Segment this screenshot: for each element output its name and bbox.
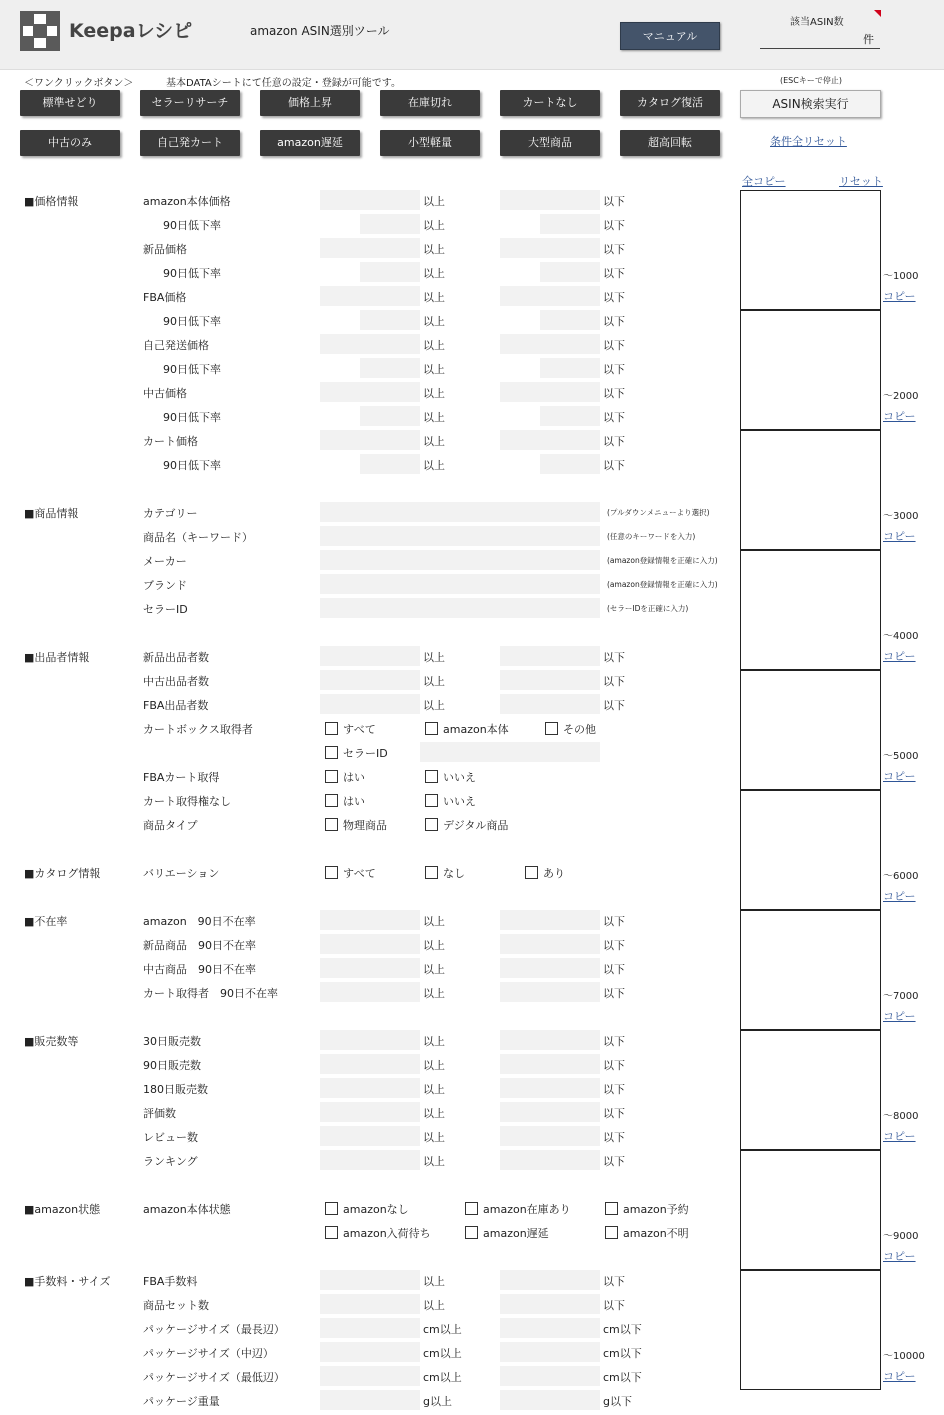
size-middle-min-input[interactable]: [320, 1342, 420, 1362]
label-sales-90d: 90日販売数: [143, 1059, 201, 1072]
label-sales-30d: 30日販売数: [143, 1035, 201, 1048]
product-type-physical-checkbox[interactable]: [325, 818, 338, 831]
unit-min: 以上: [423, 675, 445, 688]
unit-max: 以下: [603, 435, 625, 448]
sales-180d-min-input[interactable]: [320, 1078, 420, 1098]
unit-max: 以下: [603, 939, 625, 952]
status-unknown-checkbox[interactable]: [605, 1226, 618, 1239]
fba-drop-min-input[interactable]: [360, 310, 420, 330]
result-box-9000[interactable]: [740, 1150, 881, 1270]
fba-fee-max-input[interactable]: [500, 1270, 600, 1290]
cartbox-other-checkbox[interactable]: [545, 722, 558, 735]
unit-min: 以上: [423, 1035, 445, 1048]
unit-min: 以上: [423, 963, 445, 976]
new-drop-max-input[interactable]: [540, 262, 600, 282]
section-title-amazon-status: ■amazon状態: [24, 1203, 101, 1216]
unit-max: 以下: [603, 219, 625, 232]
unit-min: 以上: [423, 699, 445, 712]
unit-max: 以下: [603, 651, 625, 664]
no-cart-no-checkbox[interactable]: [425, 794, 438, 807]
cart-price-min-input[interactable]: [320, 430, 420, 450]
unit-max: 以下: [603, 1275, 625, 1288]
comment-indicator-icon: [874, 10, 881, 17]
copy-link-10000[interactable]: コピー: [883, 1370, 916, 1383]
label-size-shortest: パッケージサイズ（最低辺）: [143, 1371, 285, 1384]
cart-drop-max-input[interactable]: [540, 454, 600, 474]
copy-link-2000[interactable]: コピー: [883, 410, 916, 423]
preset-button-catalog-revival[interactable]: カタログ復活: [620, 90, 720, 116]
maker-input[interactable]: [320, 550, 600, 570]
unit-min: 以上: [423, 435, 445, 448]
status-none-checkbox[interactable]: [325, 1202, 338, 1215]
cartbox-other-label: その他: [563, 723, 596, 736]
unit-max: 以下: [603, 915, 625, 928]
copy-all-link[interactable]: 全コピー: [742, 175, 786, 188]
result-box-4000[interactable]: [740, 550, 881, 670]
unit-max: 以下: [603, 987, 625, 1000]
unit-min: 以上: [423, 243, 445, 256]
unit-min: 以上: [423, 411, 445, 424]
size-longest-max-input[interactable]: [500, 1318, 600, 1338]
range-label-8000: ～8000: [883, 1111, 919, 1122]
range-label-4000: ～4000: [883, 631, 919, 642]
fba-fee-min-input[interactable]: [320, 1270, 420, 1290]
keepa-logo-icon: [20, 11, 60, 51]
unit-min: 以上: [423, 291, 445, 304]
label-used-sellers: 中古出品者数: [143, 675, 209, 688]
unit-max: 以下: [603, 1059, 625, 1072]
status-backorder-label: amazon入荷待ち: [343, 1227, 431, 1240]
variation-yes-checkbox[interactable]: [525, 866, 538, 879]
sales-180d-max-input[interactable]: [500, 1078, 600, 1098]
label-self-ship-price: 自己発送価格: [143, 339, 209, 352]
label-brand: ブランド: [143, 579, 187, 592]
unit-min: 以上: [423, 1107, 445, 1120]
preset-button-self-ship-cart[interactable]: 自己発カート: [140, 130, 240, 156]
unit-min: 以上: [423, 915, 445, 928]
amazon-drop-min-input[interactable]: [360, 214, 420, 234]
unit-min: 以上: [423, 987, 445, 1000]
rating-count-max-input[interactable]: [500, 1102, 600, 1122]
unit-min: 以上: [423, 651, 445, 664]
asin-count-field: [760, 30, 880, 49]
amazon-price-min-input[interactable]: [320, 190, 420, 210]
cartbox-all-checkbox[interactable]: [325, 722, 338, 735]
range-label-6000: ～6000: [883, 871, 919, 882]
self-ship-drop-min-input[interactable]: [360, 358, 420, 378]
size-shortest-max-input[interactable]: [500, 1366, 600, 1386]
unit-min: 以上: [423, 1131, 445, 1144]
range-label-10000: ～10000: [883, 1351, 925, 1362]
unit-max: 以下: [603, 1035, 625, 1048]
variation-all-checkbox[interactable]: [325, 866, 338, 879]
unit-max: 以下: [603, 387, 625, 400]
label-self-ship-drop-rate: 90日低下率: [163, 363, 221, 376]
note-seller-id: (セラーIDを正確に入力): [607, 604, 689, 613]
unit-max: 以下: [603, 339, 625, 352]
used-price-min-input[interactable]: [320, 382, 420, 402]
sales-90d-max-input[interactable]: [500, 1054, 600, 1074]
unit-max: 以下: [603, 243, 625, 256]
ranking-min-input[interactable]: [320, 1150, 420, 1170]
status-unknown-label: amazon不明: [623, 1227, 689, 1240]
fba-price-min-input[interactable]: [320, 286, 420, 306]
label-new-sellers: 新品出品者数: [143, 651, 209, 664]
preset-button-seller-research[interactable]: セラーリサーチ: [140, 90, 240, 116]
result-box-6000[interactable]: [740, 790, 881, 910]
status-delay-label: amazon遅延: [483, 1227, 549, 1240]
unit-max: 以下: [603, 699, 625, 712]
copy-link-3000[interactable]: コピー: [883, 530, 916, 543]
status-in-stock-checkbox[interactable]: [465, 1202, 478, 1215]
fba-cart-no-label: いいえ: [443, 771, 476, 784]
copy-link-8000[interactable]: コピー: [883, 1130, 916, 1143]
amazon-oos-max-input[interactable]: [500, 910, 600, 930]
unit-min: 以上: [423, 1083, 445, 1096]
cartbox-seller-id-label: セラーID: [343, 747, 388, 760]
label-used-price: 中古価格: [143, 387, 187, 400]
result-box-1000[interactable]: [740, 190, 881, 310]
unit-max: 以下: [603, 315, 625, 328]
status-preorder-label: amazon予約: [623, 1203, 689, 1216]
variation-none-label: なし: [443, 867, 465, 880]
unit-cm-min: cm以上: [423, 1323, 462, 1336]
used-sellers-max-input[interactable]: [500, 670, 600, 690]
fba-drop-max-input[interactable]: [540, 310, 600, 330]
label-fba-drop-rate: 90日低下率: [163, 315, 221, 328]
fba-sellers-max-input[interactable]: [500, 694, 600, 714]
no-cart-yes-label: はい: [343, 795, 365, 808]
preset-button-standard[interactable]: 標準せどり: [20, 90, 120, 116]
unit-max: 以下: [603, 459, 625, 472]
reset-results-link[interactable]: リセット: [839, 175, 883, 188]
status-delay-checkbox[interactable]: [465, 1226, 478, 1239]
set-count-max-input[interactable]: [500, 1294, 600, 1314]
self-ship-drop-max-input[interactable]: [540, 358, 600, 378]
section-title-fees: ■手数料・サイズ: [24, 1275, 111, 1288]
result-box-3000[interactable]: [740, 430, 881, 550]
amazon-drop-max-input[interactable]: [540, 214, 600, 234]
result-box-2000[interactable]: [740, 310, 881, 430]
label-variation: バリエーション: [143, 867, 220, 880]
label-amazon-drop-rate: 90日低下率: [163, 219, 221, 232]
unit-min: 以上: [423, 1155, 445, 1168]
unit-min: 以上: [423, 387, 445, 400]
unit-max: 以下: [603, 1131, 625, 1144]
product-type-digital-checkbox[interactable]: [425, 818, 438, 831]
self-ship-price-min-input[interactable]: [320, 334, 420, 354]
brand-input[interactable]: [320, 574, 600, 594]
copy-link-1000[interactable]: コピー: [883, 290, 916, 303]
set-count-min-input[interactable]: [320, 1294, 420, 1314]
note-category: (プルダウンメニューより選択): [607, 508, 710, 517]
label-cartbox-holder: カートボックス取得者: [143, 723, 253, 736]
new-sellers-max-input[interactable]: [500, 646, 600, 666]
unit-max: 以下: [603, 963, 625, 976]
new-oos-min-input[interactable]: [320, 934, 420, 954]
copy-link-4000[interactable]: コピー: [883, 650, 916, 663]
preset-button-out-of-stock[interactable]: 在庫切れ: [380, 90, 480, 116]
label-fba-cart: FBAカート取得: [143, 771, 220, 784]
reset-all-conditions-link[interactable]: 条件全リセット: [770, 135, 847, 148]
review-count-min-input[interactable]: [320, 1126, 420, 1146]
label-used-drop-rate: 90日低下率: [163, 411, 221, 424]
unit-min: 以上: [423, 267, 445, 280]
unit-min: 以上: [423, 363, 445, 376]
header: [0, 0, 944, 70]
cart-holder-oos-max-input[interactable]: [500, 982, 600, 1002]
unit-min: 以上: [423, 1275, 445, 1288]
label-weight: パッケージ重量: [143, 1395, 220, 1408]
sales-30d-max-input[interactable]: [500, 1030, 600, 1050]
unit-cm-min: cm以上: [423, 1347, 462, 1360]
new-drop-min-input[interactable]: [360, 262, 420, 282]
unit-max: 以下: [603, 363, 625, 376]
seller-id-input[interactable]: [320, 598, 600, 618]
unit-g-max: g以下: [603, 1395, 632, 1408]
esc-note: (ESCキーで停止): [780, 76, 842, 85]
range-label-7000: ～7000: [883, 991, 919, 1002]
status-none-label: amazonなし: [343, 1203, 409, 1216]
label-amazon-status: amazon本体状態: [143, 1203, 231, 1216]
label-no-cart-right: カート取得権なし: [143, 795, 231, 808]
label-rating-count: 評価数: [143, 1107, 176, 1120]
note-maker: (amazon登録情報を正確に入力): [607, 556, 718, 565]
fba-cart-yes-checkbox[interactable]: [325, 770, 338, 783]
unit-min: 以上: [423, 1059, 445, 1072]
unit-max: 以下: [603, 195, 625, 208]
amazon-price-max-input[interactable]: [500, 190, 600, 210]
unit-min: 以上: [423, 219, 445, 232]
label-keyword: 商品名（キーワード）: [143, 531, 253, 544]
size-middle-max-input[interactable]: [500, 1342, 600, 1362]
label-used-oos: 中古商品 90日不在率: [143, 963, 256, 976]
unit-max: 以下: [603, 1083, 625, 1096]
label-sales-180d: 180日販売数: [143, 1083, 208, 1096]
section-title-oos: ■不在率: [24, 915, 68, 928]
cart-holder-oos-min-input[interactable]: [320, 982, 420, 1002]
result-box-7000[interactable]: [740, 910, 881, 1030]
used-oos-min-input[interactable]: [320, 958, 420, 978]
variation-all-label: すべて: [343, 867, 376, 880]
label-fba-sellers: FBA出品者数: [143, 699, 209, 712]
no-cart-yes-checkbox[interactable]: [325, 794, 338, 807]
size-shortest-min-input[interactable]: [320, 1366, 420, 1386]
label-ranking: ランキング: [143, 1155, 198, 1168]
weight-max-input[interactable]: [500, 1390, 600, 1410]
cart-drop-min-input[interactable]: [360, 454, 420, 474]
manual-button[interactable]: マニュアル: [620, 22, 720, 50]
range-label-1000: ～1000: [883, 271, 919, 282]
label-size-middle: パッケージサイズ（中辺）: [143, 1347, 274, 1360]
ranking-max-input[interactable]: [500, 1150, 600, 1170]
unit-cm-max: cm以下: [603, 1323, 642, 1336]
preset-button-used-only[interactable]: 中古のみ: [20, 130, 120, 156]
copy-link-9000[interactable]: コピー: [883, 1250, 916, 1263]
unit-min: 以上: [423, 939, 445, 952]
section-title-seller: ■出品者情報: [24, 651, 90, 664]
variation-none-checkbox[interactable]: [425, 866, 438, 879]
fba-cart-yes-label: はい: [343, 771, 365, 784]
range-label-2000: ～2000: [883, 391, 919, 402]
used-oos-max-input[interactable]: [500, 958, 600, 978]
label-review-count: レビュー数: [143, 1131, 198, 1144]
section-title-sales: ■販売数等: [24, 1035, 79, 1048]
tool-title: amazon ASIN選別ツール: [250, 24, 390, 38]
result-box-8000[interactable]: [740, 1030, 881, 1150]
label-amazon-oos: amazon 90日不在率: [143, 915, 256, 928]
cartbox-amazon-label: amazon本体: [443, 723, 509, 736]
asin-search-execute-button[interactable]: ASIN検索実行: [740, 90, 881, 118]
range-label-3000: ～3000: [883, 511, 919, 522]
new-price-max-input[interactable]: [500, 238, 600, 258]
status-in-stock-label: amazon在庫あり: [483, 1203, 571, 1216]
weight-min-input[interactable]: [320, 1390, 420, 1410]
label-seller-id: セラーID: [143, 603, 188, 616]
oneclick-note: 基本DATAシートにて任意の設定・登録が可能です。: [166, 78, 401, 89]
unit-min: 以上: [423, 339, 445, 352]
fba-sellers-min-input[interactable]: [320, 694, 420, 714]
copy-link-5000[interactable]: コピー: [883, 770, 916, 783]
copy-link-6000[interactable]: コピー: [883, 890, 916, 903]
unit-max: 以下: [603, 675, 625, 688]
asin-count-unit: 件: [863, 33, 874, 46]
note-brand: (amazon登録情報を正確に入力): [607, 580, 718, 589]
sales-30d-min-input[interactable]: [320, 1030, 420, 1050]
size-longest-min-input[interactable]: [320, 1318, 420, 1338]
cartbox-seller-id-checkbox[interactable]: [325, 746, 338, 759]
preset-button-price-rise[interactable]: 価格上昇: [260, 90, 360, 116]
range-label-5000: ～5000: [883, 751, 919, 762]
label-fba-fee: FBA手数料: [143, 1275, 198, 1288]
logo-text: Keepaレシピ: [69, 20, 193, 42]
section-title-catalog: ■カタログ情報: [24, 867, 101, 880]
label-size-longest: パッケージサイズ（最長辺）: [143, 1323, 285, 1336]
section-title-product: ■商品情報: [24, 507, 79, 520]
used-price-max-input[interactable]: [500, 382, 600, 402]
asin-count-label: 該当ASIN数: [790, 17, 844, 28]
preset-button-large-item[interactable]: 大型商品: [500, 130, 600, 156]
oneclick-label: ＜ワンクリックボタン＞: [24, 78, 134, 89]
label-maker: メーカー: [143, 555, 187, 568]
new-price-min-input[interactable]: [320, 238, 420, 258]
label-cart-price: カート価格: [143, 435, 198, 448]
variation-yes-label: あり: [543, 867, 565, 880]
label-product-type: 商品タイプ: [143, 819, 198, 832]
unit-max: 以下: [603, 267, 625, 280]
used-sellers-min-input[interactable]: [320, 670, 420, 690]
unit-max: 以下: [603, 1299, 625, 1312]
rating-count-min-input[interactable]: [320, 1102, 420, 1122]
status-preorder-checkbox[interactable]: [605, 1202, 618, 1215]
new-oos-max-input[interactable]: [500, 934, 600, 954]
unit-cm-min: cm以上: [423, 1371, 462, 1384]
cartbox-seller-id-input[interactable]: [420, 742, 600, 762]
preset-button-amazon-delay[interactable]: amazon遅延: [260, 130, 360, 156]
preset-button-no-cart[interactable]: カートなし: [500, 90, 600, 116]
keyword-input[interactable]: [320, 526, 600, 546]
unit-max: 以下: [603, 411, 625, 424]
range-label-9000: ～9000: [883, 1231, 919, 1242]
unit-min: 以上: [423, 1299, 445, 1312]
unit-max: 以下: [603, 1107, 625, 1120]
new-sellers-min-input[interactable]: [320, 646, 420, 666]
unit-max: 以下: [603, 1155, 625, 1168]
result-box-5000[interactable]: [740, 670, 881, 790]
label-cart-holder-oos: カート取得者 90日不在率: [143, 987, 278, 1000]
used-drop-max-input[interactable]: [540, 406, 600, 426]
unit-min: 以上: [423, 459, 445, 472]
category-select[interactable]: [320, 502, 600, 522]
no-cart-no-label: いいえ: [443, 795, 476, 808]
review-count-max-input[interactable]: [500, 1126, 600, 1146]
product-type-physical-label: 物理商品: [343, 819, 387, 832]
label-cart-drop-rate: 90日低下率: [163, 459, 221, 472]
self-ship-price-max-input[interactable]: [500, 334, 600, 354]
preset-button-small-light[interactable]: 小型軽量: [380, 130, 480, 156]
unit-min: 以上: [423, 315, 445, 328]
used-drop-min-input[interactable]: [360, 406, 420, 426]
unit-cm-max: cm以下: [603, 1347, 642, 1360]
label-set-count: 商品セット数: [143, 1299, 209, 1312]
cart-price-max-input[interactable]: [500, 430, 600, 450]
status-backorder-checkbox[interactable]: [325, 1226, 338, 1239]
label-amazon-price: amazon本体価格: [143, 195, 231, 208]
product-type-digital-label: デジタル商品: [443, 819, 509, 832]
label-new-oos: 新品商品 90日不在率: [143, 939, 256, 952]
unit-min: 以上: [423, 195, 445, 208]
preset-button-high-turnover[interactable]: 超高回転: [620, 130, 720, 156]
unit-max: 以下: [603, 291, 625, 304]
label-new-drop-rate: 90日低下率: [163, 267, 221, 280]
fba-price-max-input[interactable]: [500, 286, 600, 306]
section-title-price: ■価格情報: [24, 195, 79, 208]
copy-link-7000[interactable]: コピー: [883, 1010, 916, 1023]
amazon-oos-min-input[interactable]: [320, 910, 420, 930]
label-new-price: 新品価格: [143, 243, 187, 256]
note-keyword: (任意のキーワードを入力): [607, 532, 696, 541]
cartbox-all-label: すべて: [343, 723, 376, 736]
unit-cm-max: cm以下: [603, 1371, 642, 1384]
result-box-10000[interactable]: [740, 1270, 881, 1390]
fba-cart-no-checkbox[interactable]: [425, 770, 438, 783]
label-fba-price: FBA価格: [143, 291, 187, 304]
unit-g-min: g以上: [423, 1395, 452, 1408]
cartbox-amazon-checkbox[interactable]: [425, 722, 438, 735]
label-category: カテゴリー: [143, 507, 198, 520]
sales-90d-min-input[interactable]: [320, 1054, 420, 1074]
